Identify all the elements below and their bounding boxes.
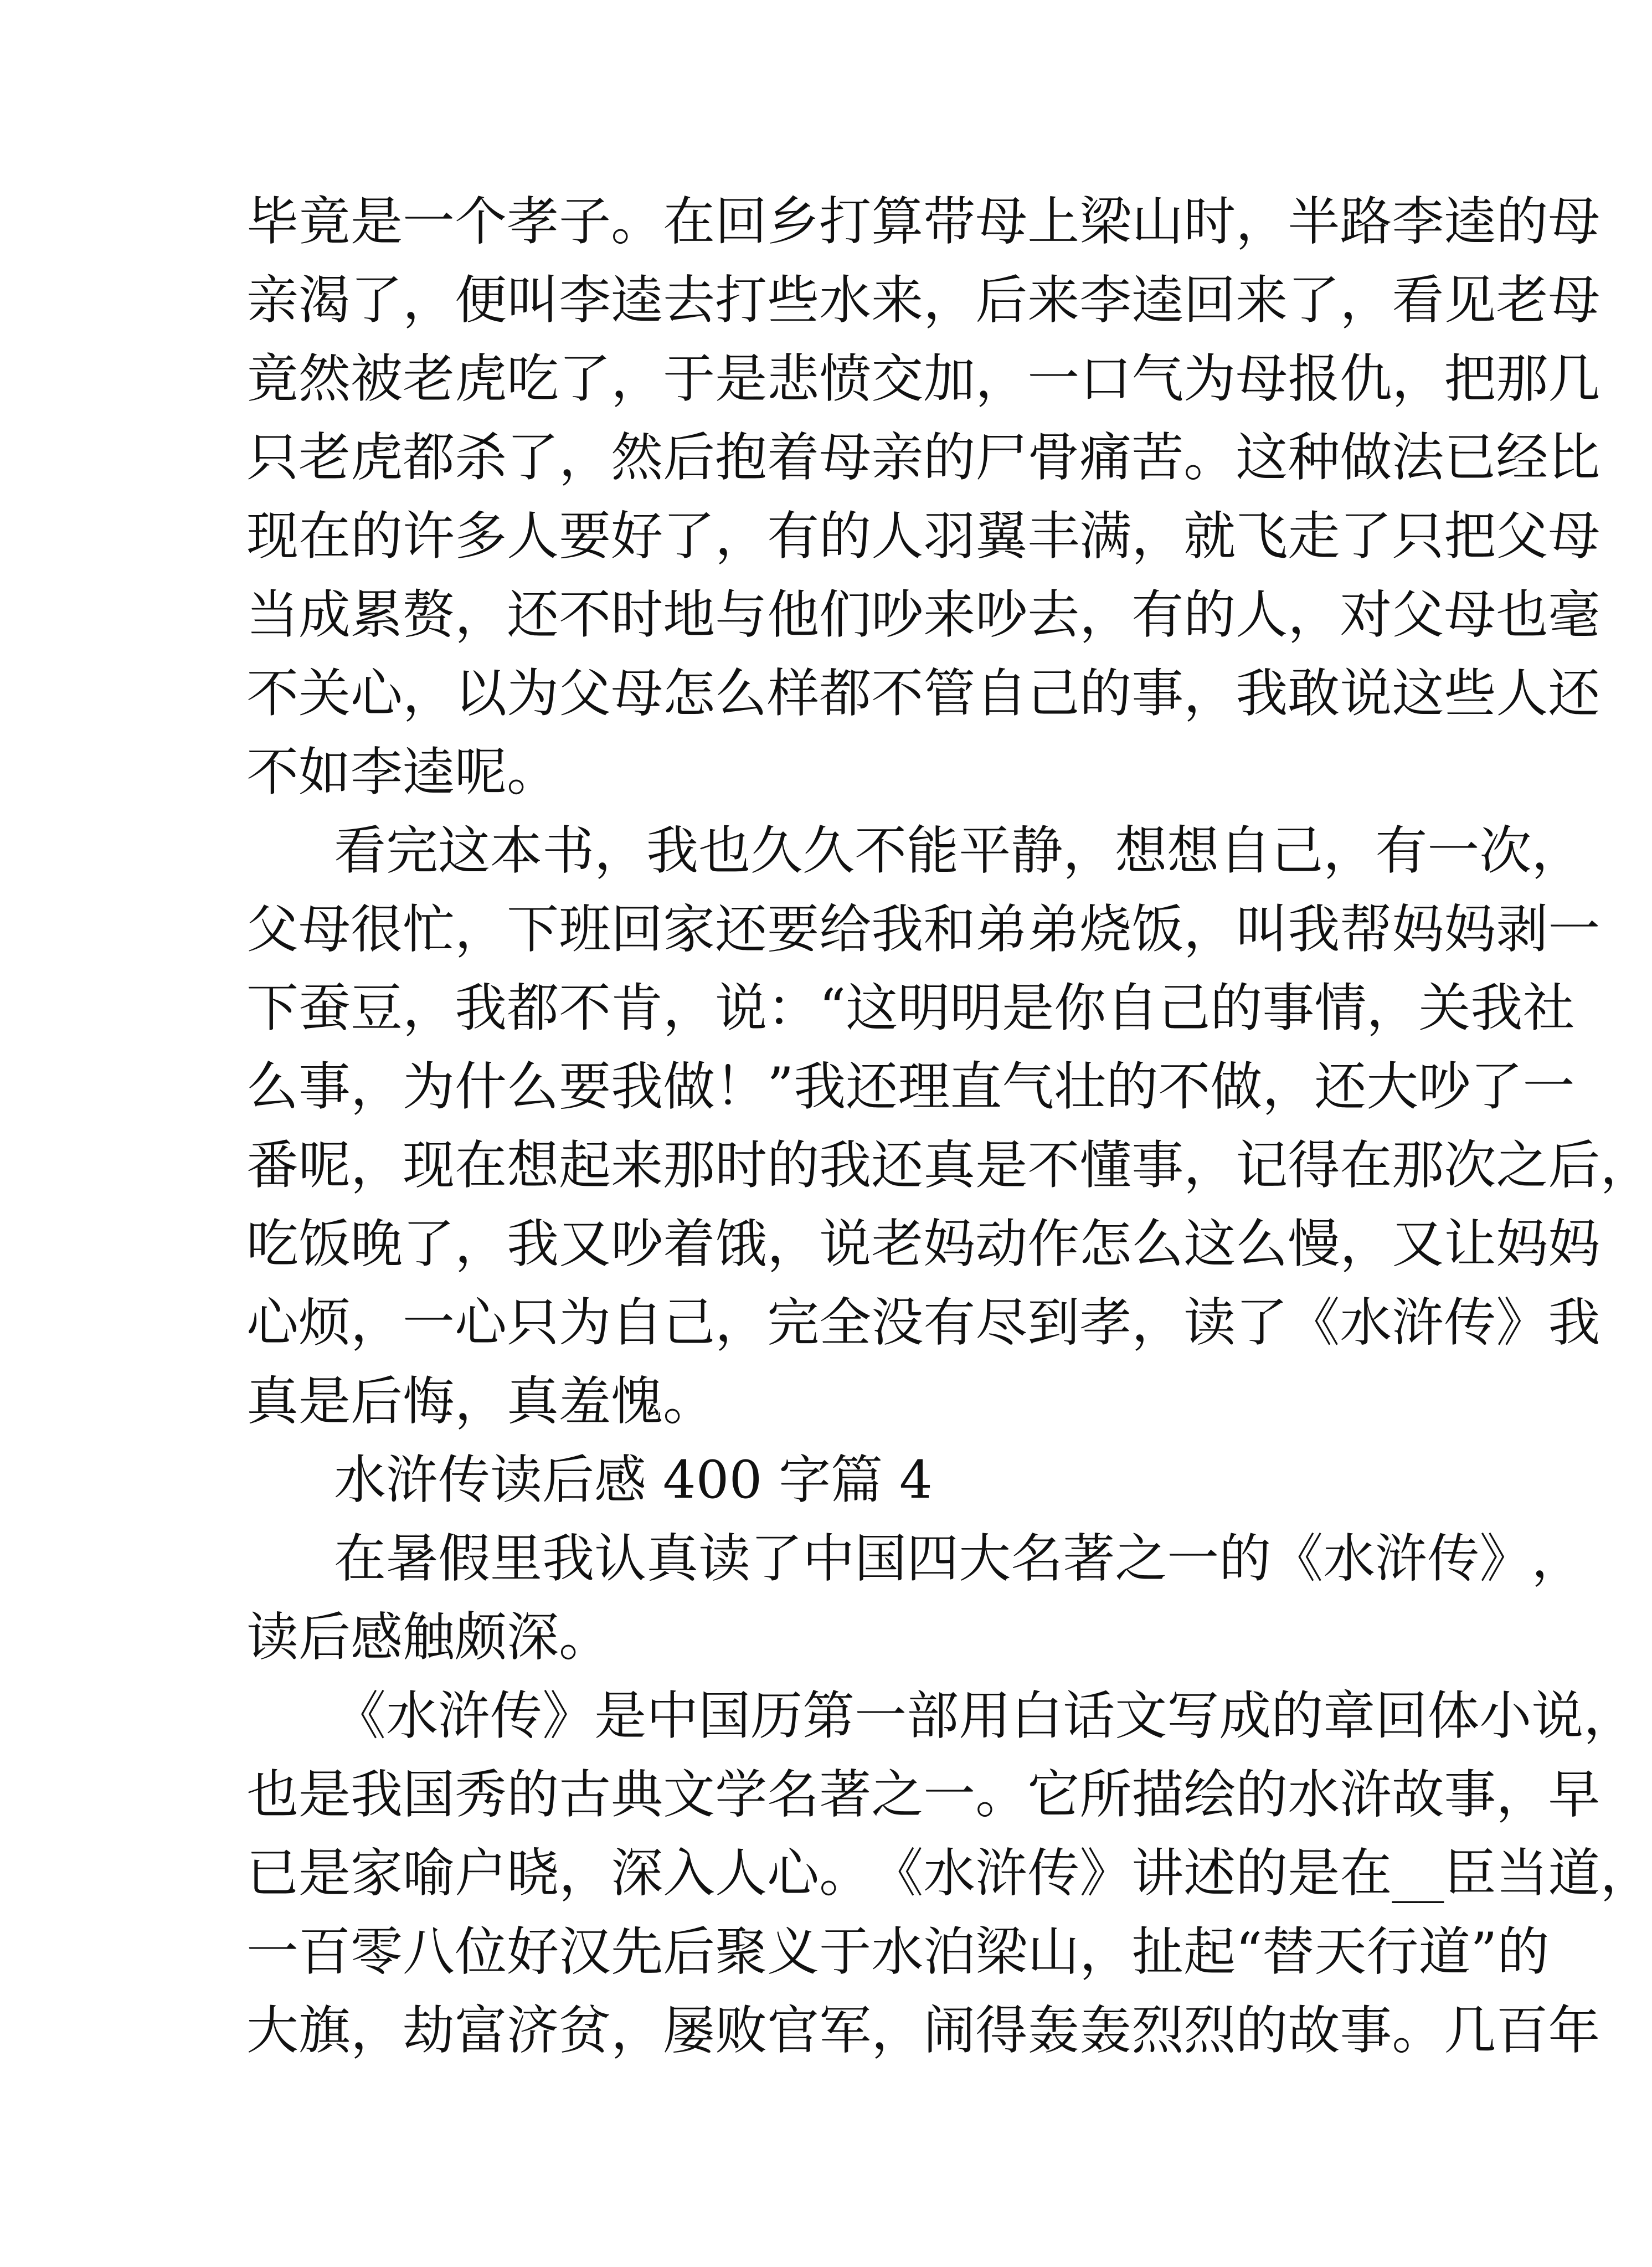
- text-line: 亲 渴 了 ， 便 叫 李 逵 去 打 些 水 来 ， 后 来 李 逵 回 来 了 ， 看 见 老 母: [246, 270, 1600, 331]
- section-heading: 水浒传读后感 400 字篇 4: [334, 1450, 933, 1510]
- text-line: 在 暑 假 里 我 认 真 读 了 中 国 四 大 名 著 之 一 的 《 水 浒 传 》 ，: [334, 1529, 1584, 1589]
- text-line: 毕 竟 是 一 个 孝 子 。 在 回 乡 打 算 带 母 上 梁 山 时 ， 半 路 李 逵 的 母: [246, 192, 1600, 252]
- text-line: 大 旗 ， 劫 富 济 贫 ， 屡 败 官 军 ， 闹 得 轰 轰 烈 烈 的 故 事 。 几 百 年: [246, 2001, 1600, 2061]
- text-line: 只 老 虎 都 杀 了 ， 然 后 抱 着 母 亲 的 尸 骨 痛 苦 。 这 种 做 法 已 经 比: [246, 428, 1600, 488]
- text-line: 读后感触颇深。: [246, 1607, 611, 1668]
- text-line: 当 成 累 赘 ， 还 不 时 地 与 他 们 吵 来 吵 去 ， 有 的 人 ， 对 父 母 也 毫: [246, 585, 1600, 645]
- text-line: 也 是 我 国 秀 的 古 典 文 学 名 著 之 一 。 它 所 描 绘 的 水 浒 故 事 ， 早: [246, 1765, 1600, 1825]
- text-line: 吃 饭 晚 了 ， 我 又 吵 着 饿 ， 说 老 妈 动 作 怎 么 这 么 慢 ， 又 让 妈 妈: [246, 1214, 1600, 1274]
- text-line: 不 关 心 ， 以 为 父 母 怎 么 样 都 不 管 自 己 的 事 ， 我 敢 说 这 些 人 还: [246, 664, 1600, 724]
- text-line: 父 母 很 忙 ， 下 班 回 家 还 要 给 我 和 弟 弟 烧 饭 ， 叫 我 帮 妈 妈 剥 一: [246, 899, 1600, 960]
- document-body: [246, 183, 1652, 2070]
- text-line: 《 水 浒 传 》 是 中 国 历 第 一 部 用 白 话 文 写 成 的 章 回 体 小 说 ，: [334, 1686, 1636, 1746]
- text-line: 下 蚕 豆 ， 我 都 不 肯 ， 说 ： “ 这 明 明 是 你 自 己 的 事 情 ， 关 我 社: [246, 978, 1575, 1039]
- text-line: 番 呢 ， 现 在 想 起 来 那 时 的 我 还 真 是 不 懂 事 ， 记 得 在 那 次 之 后 ，: [246, 1135, 1652, 1196]
- text-line: 竟 然 被 老 虎 吃 了 ， 于 是 悲 愤 交 加 ， 一 口 气 为 母 报 仇 ， 把 那 几: [246, 349, 1600, 409]
- text-line: 已 是 家 喻 户 晓 ， 深 入 人 心 。 《 水 浒 传 》 讲 述 的 是 在 _ _ 臣 当 道 ，: [246, 1843, 1652, 1904]
- text-line: 不如李逵呢。: [246, 742, 559, 803]
- text-line: 么 事 ， 为 什 么 要 我 做 ！ ” 我 还 理 直 气 壮 的 不 做 ， 还 大 吵 了 一: [246, 1057, 1575, 1117]
- text-line: 心 烦 ， 一 心 只 为 自 己 ， 完 全 没 有 尽 到 孝 ， 读 了 《 水 浒 传 》 我: [246, 1293, 1600, 1353]
- text-line: 看 完 这 本 书 ， 我 也 久 久 不 能 平 静 ， 想 想 自 己 ， 有 一 次 ，: [334, 821, 1584, 881]
- text-line: 真是后悔，真羞愧。: [246, 1371, 716, 1432]
- text-line: 现 在 的 许 多 人 要 好 了 ， 有 的 人 羽 翼 丰 满 ， 就 飞 走 了 只 把 父 母: [246, 506, 1600, 567]
- text-line: 一 百 零 八 位 好 汉 先 后 聚 义 于 水 泊 梁 山 ， 扯 起 “ 替 天 行 道 ” 的: [246, 1922, 1550, 1982]
